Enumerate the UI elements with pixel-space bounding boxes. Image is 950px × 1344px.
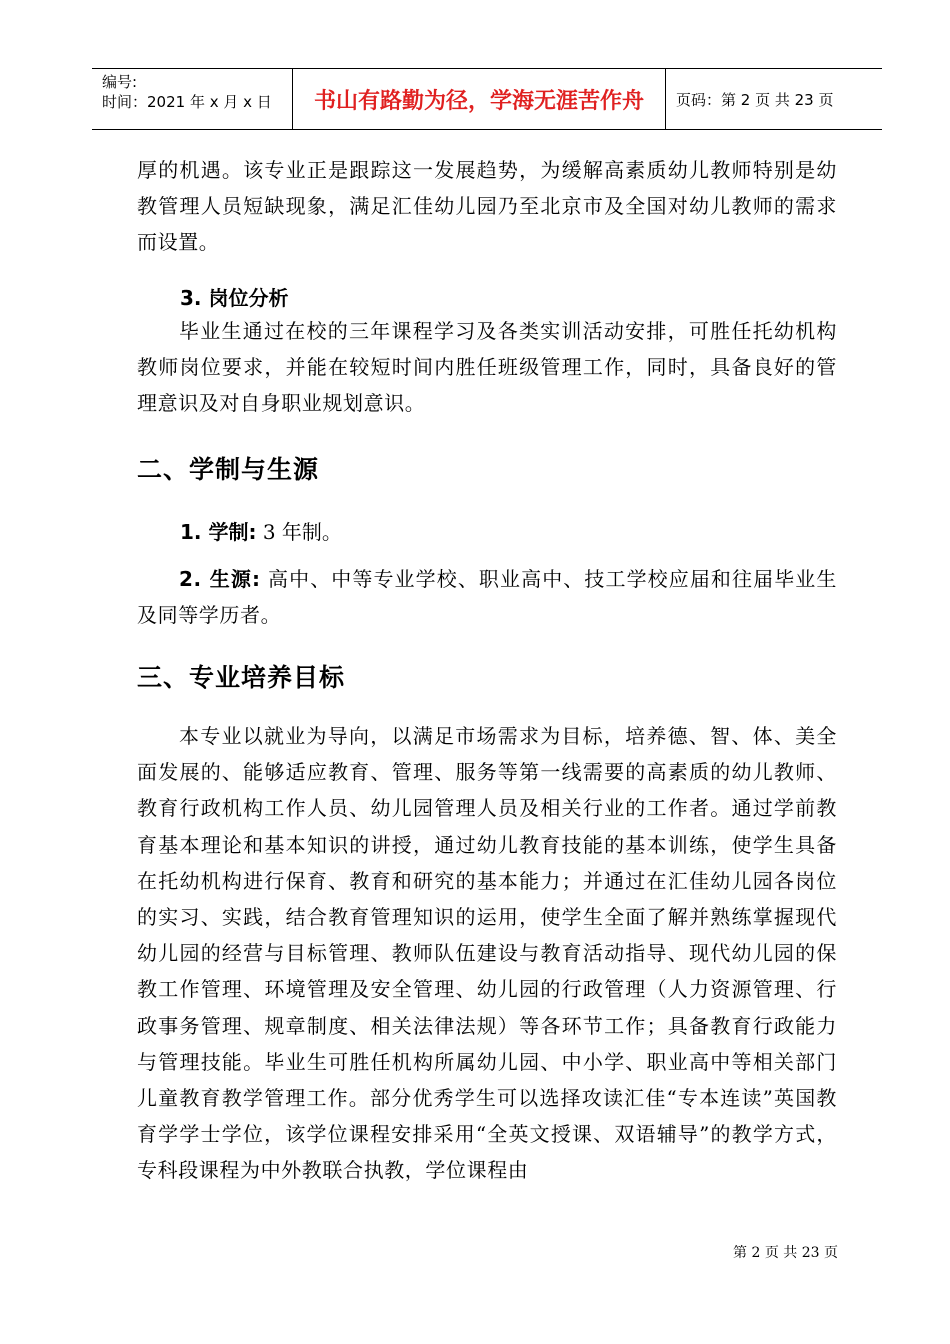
paragraph-intro: 厚的机遇。该专业正是跟踪这一发展趋势，为缓解高素质幼儿教师特别是幼教管理人员短缺现象，满足汇佳幼儿园乃至北京市及全国对幼儿教师的需求而设置。	[137, 158, 837, 255]
header-meta	[92, 69, 293, 129]
header-time-label: 时间：2021 年 x 月 x 日	[102, 93, 272, 111]
section-title-training-goals: 三、专业培养目标	[137, 663, 346, 692]
header-page-label: 页码：第 2 页 共 23 页	[676, 90, 834, 109]
item-student-source-value: 高中、中等专业学校、职业高中、技工学校应届和往届毕业生及同等学历者。	[137, 567, 837, 628]
item-student-source-label: 2. 生源:	[179, 567, 261, 591]
header-code-label: 编号:	[102, 73, 138, 91]
paragraph-training-goals: 本专业以就业为导向，以满足市场需求为目标，培养德、智、体、美全面发展的、能够适应教育、管理、服务等第一线需要的高素质的幼儿教师、教育行政机构工作人员、幼儿园管理人员及相关行业的工作者。通过学前教育基本理论和基本知识的讲授，通过幼儿教育技能的基本训练，使学生具备在托幼机构进行保育、教育和研究的基本能力；并通过在汇佳幼儿园各岗位的实习、实践，结合教育管理知识的运用，使学生全面了解并熟练掌握现代幼儿园的经营与目标管理、教师队伍建设与教育活动指导、现代幼儿园的保教工作管理、环境管理及安全管理、幼儿园的行政管理（人力资源管理、行政事务管理、规章制度、相关法律法规）等各环节工作；具备教育行政能力与管理技能。毕业生可胜任机构所属幼儿园、中小学、职业高中等相关部门儿童教育教学管理工作。部分优秀学生可以选择攻读汇佳“专本连读”英国教育学学士学位，该学位课程安排采用“全英文授课、双语辅导”的教学方式，专科段课程为中外教联合执教，学位课程由	[137, 724, 837, 1183]
page-footer: 第 2 页 共 23 页	[733, 1245, 838, 1261]
item-student-source	[137, 561, 837, 633]
item-schooling-length	[180, 516, 342, 545]
item-schooling-length-label: 1. 学制:	[180, 520, 257, 544]
header-motto: 书山有路勤为径，学海无涯苦作舟	[293, 69, 666, 129]
paragraph-post-analysis: 毕业生通过在校的三年课程学习及各类实训活动安排，可胜任托幼机构教师岗位要求，并能在较短时间内胜任班级管理工作，同时，具备良好的管理意识及对自身职业规划意识。	[137, 319, 837, 416]
item-schooling-length-value: 3 年制。	[256, 520, 342, 544]
section-title-schooling: 二、学制与生源	[137, 455, 320, 484]
page-header	[92, 68, 882, 130]
subsection-title-post-analysis: 3. 岗位分析	[180, 286, 289, 310]
